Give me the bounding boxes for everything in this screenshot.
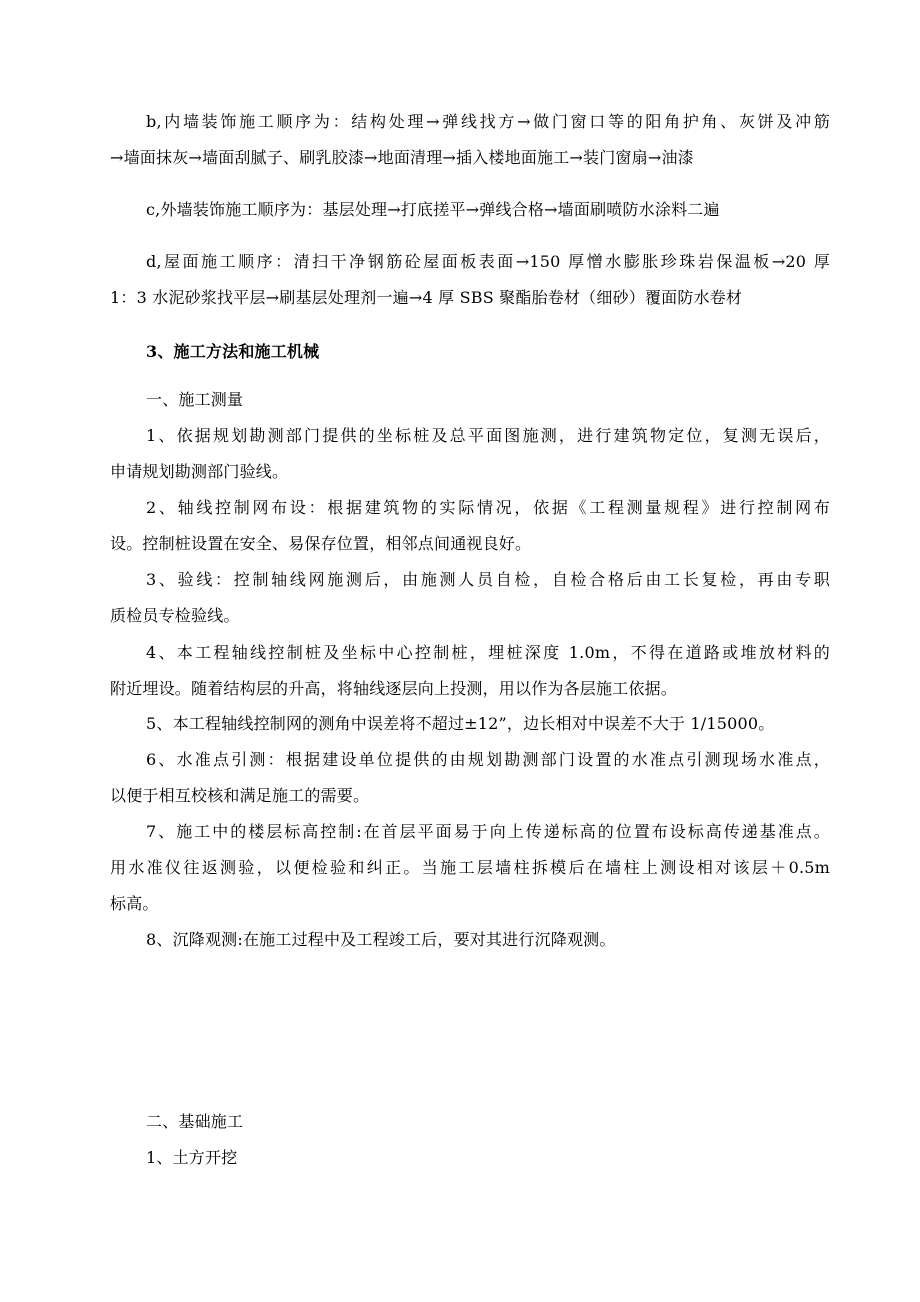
survey-item-4-line-2: 附近埋设。随着结构层的升高，将轴线逐层向上投测，用以作为各层施工依据。 [110,679,678,698]
paragraph-b-line-2: →墙面抹灰→墙面刮腻子、刷乳胶漆→地面清理→插入楼地面施工→装门窗扇→油漆 [110,148,694,167]
foundation-title: 二、基础施工 [146,1112,244,1131]
survey-item-7-line-1: 7、施工中的楼层标高控制:在首层平面易于向上传递标高的位置布设标高传递基准点。 [146,822,830,841]
paragraph-d-line-2: 1：3 水泥砂浆找平层→刷基层处理剂一遍→4 厚 SBS 聚酯胎卷材（细砂）覆面防水卷材 [110,288,743,307]
survey-item-6-line-1: 6、水准点引测：根据建设单位提供的由规划勘测部门设置的水准点引测现场水准点， [146,750,830,769]
survey-item-5: 5、本工程轴线控制网的测角中误差将不超过±12”，边长相对中误差不大于 1/15000。 [146,714,775,733]
survey-item-8: 8、沉降观测:在施工过程中及工程竣工后，要对其进行沉降观测。 [146,930,616,949]
survey-item-6-line-2: 以便于相互校核和满足施工的需要。 [110,786,370,805]
survey-item-1-line-2: 申请规划勘测部门验线。 [110,462,289,481]
survey-title: 一、施工测量 [146,390,244,409]
section-3-title: 3、施工方法和施工机械 [146,342,320,361]
paragraph-c: c,外墙装饰施工顺序为：基层处理→打底搓平→弹线合格→墙面刷喷防水涂料二遍 [146,200,720,219]
survey-item-2-line-2: 设。控制桩设置在安全、易保存位置，相邻点间通视良好。 [110,534,532,553]
survey-item-7-line-2: 用水准仪往返测验，以便检验和纠正。当施工层墙柱拆模后在墙柱上测设相对该层＋0.5m [110,858,830,877]
paragraph-b-line-1: b,内墙装饰施工顺序为：结构处理→弹线找方→做门窗口等的阳角护角、灰饼及冲筋 [146,112,830,131]
survey-item-7-line-3: 标高。 [110,894,159,913]
survey-item-1-line-1: 1、依据规划勘测部门提供的坐标桩及总平面图施测，进行建筑物定位，复测无误后， [146,426,830,445]
paragraph-d-line-1: d,屋面施工顺序：清扫干净钢筋砼屋面板表面→150 厚憎水膨胀珍珠岩保温板→20 厚 [146,252,830,271]
survey-item-4-line-1: 4、本工程轴线控制桩及坐标中心控制桩，埋桩深度 1.0m，不得在道路或堆放材料的 [146,643,830,662]
survey-item-3-line-1: 3、验线：控制轴线网施测后，由施测人员自检，自检合格后由工长复检，再由专职 [146,570,830,589]
survey-item-2-line-1: 2、轴线控制网布设：根据建筑物的实际情况，依据《工程测量规程》进行控制网布 [146,498,830,517]
survey-item-3-line-2: 质检员专检验线。 [110,606,240,625]
foundation-sub-1: 1、土方开挖 [146,1148,238,1167]
